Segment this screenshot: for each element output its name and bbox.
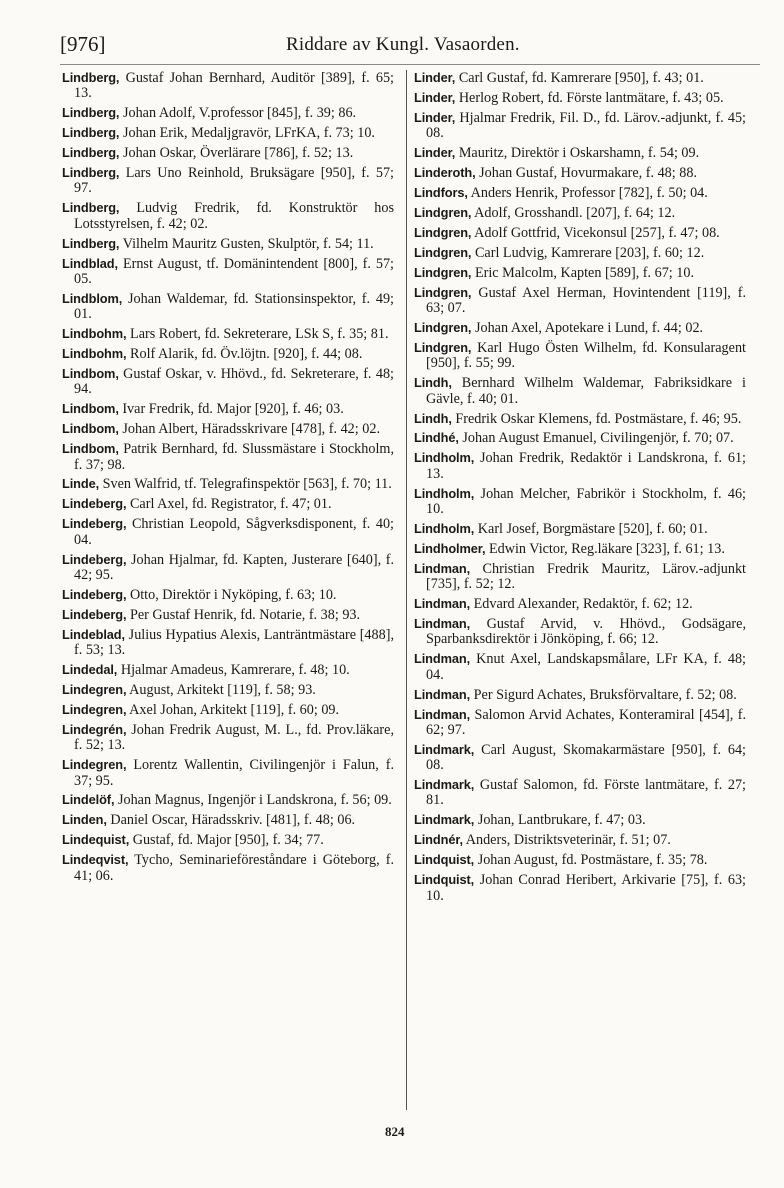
index-entry: [62, 702, 394, 718]
entry-surname: Lindman,: [414, 706, 471, 722]
entry-details: Johan Conrad Heribert, Arkivarie [75], f. 63; 10.: [426, 872, 746, 904]
entry-details: Carl Ludvig, Kamrerare [203], f. 60; 12.: [471, 244, 705, 261]
entry-surname: Lindman,: [414, 651, 471, 667]
index-entry: [414, 541, 746, 557]
entry-details: Ludvig Fredrik, fd. Konstruktör hos Lotsstyrelsen, f. 42; 02.: [74, 200, 394, 232]
entry-details: Adolf Gottfrid, Vicekonsul [257], f. 47; 08.: [471, 224, 720, 241]
entry-surname: Lindegren,: [62, 757, 127, 773]
index-entry: [62, 165, 394, 197]
entry-surname: Lindh,: [414, 410, 452, 426]
index-entry: [62, 662, 394, 678]
entry-surname: Lindhé,: [414, 430, 459, 446]
entry-surname: Lindbom,: [62, 401, 119, 417]
index-entry: [62, 145, 394, 161]
index-entry: [62, 346, 394, 362]
index-entry: [414, 110, 746, 142]
entry-surname: Lindberg,: [62, 200, 120, 216]
index-entry: [414, 777, 746, 809]
entry-details: Gustaf, fd. Major [950], f. 34; 77.: [129, 832, 324, 849]
column-divider: [406, 70, 407, 1110]
entry-details: Per Sigurd Achates, Bruksförvaltare, f. 52; 08.: [470, 686, 737, 703]
entry-details: Otto, Direktör i Nyköping, f. 63; 10.: [126, 586, 337, 603]
entry-surname: Lindman,: [414, 616, 471, 632]
entry-surname: Lindberg,: [62, 125, 120, 141]
index-entry: [414, 285, 746, 317]
index-entry: [62, 70, 394, 102]
left-column: [62, 70, 394, 888]
entry-details: Lorentz Wallentin, Civilingenjör i Falun, f. 37; 95.: [74, 757, 394, 789]
entry-details: Karl Hugo Östen Wilhelm, fd. Konsularagent [950], f. 55; 99.: [426, 339, 746, 372]
entry-surname: Lindberg,: [62, 70, 120, 85]
index-entry: [62, 516, 394, 548]
entry-surname: Lindeberg,: [62, 606, 127, 622]
index-entry: [62, 105, 394, 121]
entry-details: Ivar Fredrik, fd. Major [920], f. 46; 03.: [118, 401, 344, 418]
index-entry: [414, 185, 746, 201]
folio-number: 824: [385, 1124, 405, 1139]
index-entry: [414, 832, 746, 848]
index-entry: [62, 852, 394, 884]
index-entry: [62, 125, 394, 141]
entry-details: Johan August Emanuel, Civilingenjör, f. 70; 07.: [458, 430, 734, 447]
entry-surname: Lindgren,: [414, 320, 472, 335]
index-entry: [62, 200, 394, 232]
index-entry: [414, 450, 746, 482]
entry-surname: Lindberg,: [62, 235, 120, 251]
entry-details: Johan Fredrik, Redaktör i Landskrona, f. 61; 13.: [426, 450, 746, 482]
index-entry: [414, 486, 746, 518]
entry-details: Salomon Arvid Achates, Konteramiral [454], f. 62; 97.: [426, 706, 746, 738]
entry-details: Gustaf Salomon, fd. Förste lantmätare, f. 27; 81.: [426, 777, 746, 809]
index-entry: [62, 401, 394, 417]
index-entry: [414, 70, 746, 86]
entry-details: Rolf Alarik, fd. Öv.löjtn. [920], f. 44; 08.: [126, 346, 363, 363]
index-entry: [414, 872, 746, 904]
entry-details: Julius Hypatius Alexis, Lanträntmästare [488], f. 53; 13.: [74, 626, 394, 659]
entry-details: Carl Axel, fd. Registrator, f. 47; 01.: [126, 496, 332, 513]
entry-surname: Linder,: [414, 145, 456, 161]
index-entry: [414, 430, 746, 446]
entry-surname: Lindman,: [414, 596, 471, 612]
index-entry: [414, 265, 746, 281]
entry-details: Johan Fredrik August, M. L., fd. Prov.läkare, f. 52; 13.: [74, 721, 394, 754]
entry-surname: Lindgren,: [414, 339, 472, 355]
entry-surname: Lindbohm,: [62, 346, 127, 362]
entry-surname: Lindbohm,: [62, 326, 127, 342]
index-entry: [414, 245, 746, 261]
index-entry: [62, 627, 394, 659]
entry-surname: Lindgren,: [414, 264, 472, 280]
index-entry: [414, 521, 746, 537]
entry-details: Hjalmar Fredrik, Fil. D., fd. Lärov.-adjunkt, f. 45; 08.: [426, 109, 746, 142]
entry-details: Edwin Victor, Reg.läkare [323], f. 61; 13.: [485, 540, 725, 557]
entry-surname: Lindquist,: [414, 852, 475, 868]
entry-surname: Lindmark,: [414, 777, 475, 793]
index-entry: [414, 375, 746, 407]
entry-surname: Lindequist,: [62, 832, 130, 848]
entry-surname: Lindblom,: [62, 290, 123, 306]
entry-surname: Lindmark,: [414, 812, 475, 828]
entry-surname: Lindeberg,: [62, 496, 127, 512]
index-entry: [414, 145, 746, 161]
index-entry: [62, 421, 394, 437]
index-entry: [62, 757, 394, 789]
entry-surname: Lindegrén,: [62, 721, 127, 737]
index-entry: [414, 320, 746, 336]
index-entry: [62, 722, 394, 754]
entry-surname: Lindbom,: [62, 366, 119, 382]
index-entry: [414, 687, 746, 703]
entry-surname: Lindegren,: [62, 682, 127, 697]
entry-details: Karl Josef, Borgmästare [520], f. 60; 01.: [474, 520, 708, 537]
index-entry: [414, 165, 746, 181]
entry-surname: Lindeblad,: [62, 626, 125, 642]
entry-surname: Lindfors,: [414, 185, 468, 201]
entry-surname: Linder,: [414, 109, 456, 125]
entry-details: Johan Melcher, Fabrikör i Stockholm, f. 46; 10.: [426, 485, 746, 517]
entry-surname: Lindholm,: [414, 485, 475, 501]
entry-details: Johan Adolf, V.professor [845], f. 39; 86.: [119, 105, 357, 122]
index-entry: [414, 651, 746, 683]
index-entry: [62, 256, 394, 288]
entry-details: Gustaf Oskar, v. Hhövd., fd. Sekreterare, f. 48; 94.: [74, 366, 394, 398]
entry-details: Lars Uno Reinhold, Bruksägare [950], f. 57; 97.: [74, 165, 394, 197]
entry-details: August, Arkitekt [119], f. 58; 93.: [126, 682, 316, 698]
entry-details: Fredrik Oskar Klemens, fd. Postmästare, f. 46; 95.: [451, 410, 742, 427]
entry-surname: Linde,: [62, 476, 100, 492]
entry-surname: Lindberg,: [62, 145, 120, 161]
index-entry: [414, 561, 746, 593]
right-column: [414, 70, 746, 907]
entry-details: Johan Hjalmar, fd. Kapten, Justerare [640], f. 42; 95.: [74, 551, 394, 583]
entry-surname: Lindh,: [414, 375, 452, 391]
index-entry: [414, 90, 746, 106]
entry-surname: Lindgren,: [414, 244, 472, 260]
entry-surname: Linden,: [62, 812, 107, 828]
entry-details: Mauritz, Direktör i Oskarshamn, f. 54; 09.: [455, 145, 700, 162]
entry-details: Carl Gustaf, fd. Kamrerare [950], f. 43; 01.: [455, 70, 704, 86]
index-entry: [62, 812, 394, 828]
entry-details: Per Gustaf Henrik, fd. Notarie, f. 38; 93.: [126, 606, 361, 623]
entry-surname: Lindberg,: [62, 165, 120, 181]
entry-surname: Lindnér,: [414, 832, 463, 848]
entry-surname: Lindeberg,: [62, 516, 127, 532]
running-title: Riddare av Kungl. Vasaorden.: [286, 34, 520, 55]
entry-details: Tycho, Seminarieföreståndare i Göteborg, f. 41; 06.: [74, 852, 394, 884]
entry-details: Johan Albert, Häradsskrivare [478], f. 42; 02.: [118, 421, 381, 438]
entry-surname: Lindholmer,: [414, 540, 486, 556]
entry-details: Johan Oskar, Överlärare [786], f. 52; 13.: [119, 145, 354, 162]
index-entry: [414, 340, 746, 372]
entry-details: Sven Walfrid, tf. Telegrafinspektör [563], f. 70; 11.: [99, 476, 392, 493]
page-number: [976]: [60, 32, 106, 56]
entry-surname: Lindholm,: [414, 520, 475, 536]
index-entry: [62, 236, 394, 252]
entry-details: Edvard Alexander, Redaktör, f. 62; 12.: [470, 596, 693, 613]
entry-details: Johan Waldemar, fd. Stationsinspektor, f. 49; 01.: [74, 290, 394, 323]
entry-surname: Lindgren,: [414, 224, 472, 240]
entry-details: Anders, Distriktsveterinär, f. 51; 07.: [462, 832, 671, 849]
entry-details: Carl August, Skomakarmästare [950], f. 64; 08.: [426, 741, 746, 774]
entry-surname: Lindman,: [414, 686, 471, 702]
entry-details: Christian Fredrik Mauritz, Lärov.-adjunkt [735], f. 52; 12.: [426, 560, 746, 593]
entry-details: Patrik Bernhard, fd. Slussmästare i Stockholm, f. 37; 98.: [74, 441, 394, 473]
index-entry: [414, 596, 746, 612]
entry-details: Adolf, Grosshandl. [207], f. 64; 12.: [471, 204, 676, 221]
page-header: [60, 30, 760, 65]
index-entry: [62, 496, 394, 512]
index-entry: [62, 792, 394, 808]
entry-details: Axel Johan, Arkitekt [119], f. 60; 09.: [126, 701, 340, 718]
index-entry: [62, 326, 394, 342]
entry-surname: Lindelöf,: [62, 792, 115, 808]
index-entry: [414, 742, 746, 774]
entry-details: Gustaf Johan Bernhard, Auditör [389], f. 65; 13.: [74, 70, 394, 102]
entry-details: Gustaf Axel Herman, Hovintendent [119], f. 63; 07.: [426, 284, 746, 317]
entry-details: Johan Axel, Apotekare i Lund, f. 44; 02.: [471, 320, 704, 336]
entry-surname: Lindeberg,: [62, 551, 127, 567]
entry-surname: Linder,: [414, 89, 456, 105]
entry-surname: Lindbom,: [62, 421, 119, 437]
entry-surname: Lindegren,: [62, 701, 127, 717]
entry-surname: Lindman,: [414, 560, 471, 576]
entry-details: Johan Gustaf, Hovurmakare, f. 48; 88.: [475, 165, 697, 182]
entry-details: Hjalmar Amadeus, Kamrerare, f. 48; 10.: [117, 662, 350, 679]
index-entry: [62, 366, 394, 398]
index-entry: [414, 707, 746, 739]
entry-details: Eric Malcolm, Kapten [589], f. 67; 10.: [471, 264, 695, 281]
entry-surname: Lindedal,: [62, 662, 118, 678]
entry-details: Knut Axel, Landskapsmålare, LFr KA, f. 48; 04.: [426, 651, 746, 683]
index-entry: [62, 441, 394, 473]
index-entry: [62, 552, 394, 584]
index-entry: [414, 616, 746, 648]
entry-details: Johan August, fd. Postmästare, f. 35; 78.: [474, 852, 708, 869]
index-entry: [62, 476, 394, 492]
index-entry: [62, 832, 394, 848]
entry-surname: Lindgren,: [414, 284, 472, 300]
index-entry: [414, 225, 746, 241]
entry-surname: Lindholm,: [414, 450, 475, 466]
index-entry: [414, 411, 746, 427]
entry-surname: Lindbom,: [62, 441, 119, 457]
entry-details: Vilhelm Mauritz Gusten, Skulptör, f. 54; 11.: [119, 235, 374, 252]
entry-surname: Lindeberg,: [62, 586, 127, 602]
index-entry: [62, 682, 394, 698]
index-entry: [414, 852, 746, 868]
entry-details: Johan Magnus, Ingenjör i Landskrona, f. 56; 09.: [114, 792, 392, 809]
entry-details: Johan, Lantbrukare, f. 47; 03.: [474, 812, 646, 829]
entry-surname: Lindmark,: [414, 741, 475, 757]
entry-surname: Lindblad,: [62, 255, 118, 271]
entry-surname: Lindberg,: [62, 105, 120, 121]
index-entry: [414, 205, 746, 221]
entry-details: Lars Robert, fd. Sekreterare, LSk S, f. 35; 81.: [126, 326, 389, 343]
entry-details: Christian Leopold, Sågverksdisponent, f. 40; 04.: [74, 516, 394, 548]
entry-details: Daniel Oscar, Häradsskriv. [481], f. 48; 06.: [106, 812, 356, 829]
entry-details: Anders Henrik, Professor [782], f. 50; 04.: [467, 185, 708, 202]
index-entry: [414, 812, 746, 828]
entry-surname: Lindeqvist,: [62, 852, 129, 868]
entry-surname: Lindquist,: [414, 872, 475, 888]
index-entry: [62, 607, 394, 623]
entry-surname: Linder,: [414, 70, 456, 85]
entry-surname: Linderoth,: [414, 165, 476, 181]
entry-details: Herlog Robert, fd. Förste lantmätare, f. 43; 05.: [455, 89, 724, 106]
entry-details: Gustaf Arvid, v. Hhövd., Godsägare, Sparbanksdirektör i Jönköping, f. 66; 12.: [426, 616, 746, 648]
entry-details: Bernhard Wilhelm Waldemar, Fabriksidkare i Gävle, f. 40; 01.: [426, 375, 746, 407]
entry-details: Ernst August, tf. Domänintendent [800], f. 57; 05.: [74, 255, 394, 287]
entry-details: Johan Erik, Medaljgravör, LFrKA, f. 73; 10.: [119, 125, 375, 142]
index-entry: [62, 587, 394, 603]
index-entry: [62, 291, 394, 323]
entry-surname: Lindgren,: [414, 204, 472, 220]
